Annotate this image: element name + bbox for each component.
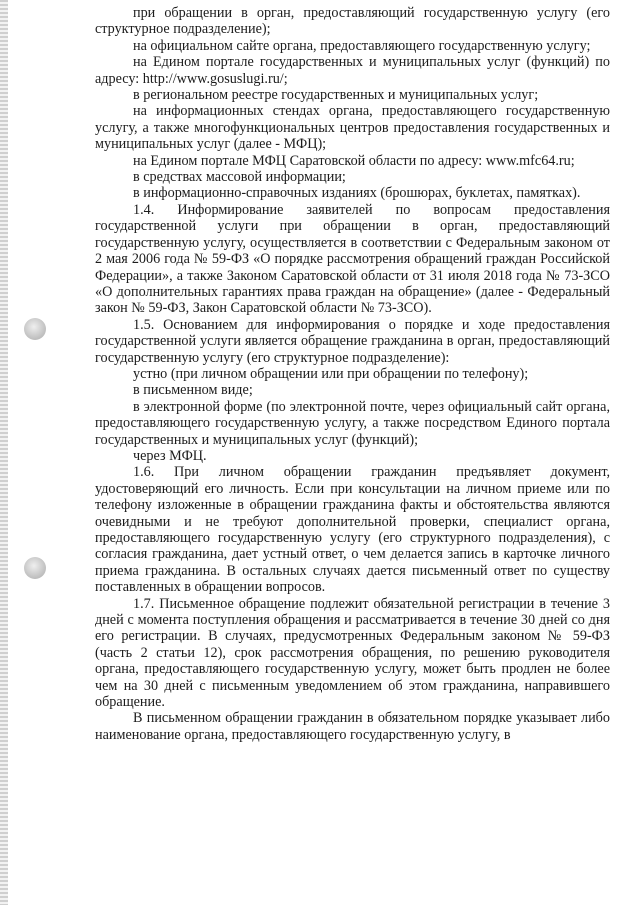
list-item-mfc-portal: на Едином портале МФЦ Саратовской области по адресу: www.mfc64.ru; <box>133 152 575 169</box>
list-item-mass-media: в средствах массовой информации; <box>133 169 346 186</box>
list-item-official-site: на официальном сайте органа, предоставляющего государственную услугу; <box>133 37 591 54</box>
list-item-gosuslugi-portal: на Едином портале государственных и муниципальных услуг (функций) по адресу: http://www.gosuslugi.ru/; <box>95 54 610 87</box>
paragraph-written-request: В письменном обращении гражданин в обязательном порядке указывает либо наименование органа, предоставляющего государственную услугу, в <box>95 710 610 743</box>
list-item-in-office: при обращении в орган, предоставляющий государственную услугу (его структурное подразделение); <box>95 5 610 38</box>
section-1-7: 1.7. Письменное обращение подлежит обязательной регистрации в течение 3 дней с момента поступления обращения и рассматривается в течение 30 дней со дня его регистрации. В случаях, предусмотренных Федеральным законом № 59-ФЗ (часть 2 статьи 12), срок рассмотрения обращения, по решению руководителя органа, предоставляющего государственную услугу, может быть продлен не более чем на 30 дней с письменным уведомлением об этом гражданина, направившего обращение. <box>95 595 610 711</box>
section-1-4: 1.4. Информирование заявителей по вопросам предоставления государственной услуги при обращении в орган, предоставляющий государственную услугу, осуществляется в соответствии с Федеральным законом от 2 мая 2006 года № 59-ФЗ «О порядке рассмотрения обращений граждан Российской Федерации», а также Законом Саратовской области от 31 июля 2018 года № 73-ЗСО «О дополнительных гарантиях права граждан на обращение» (далее - Федеральный закон № 59-ФЗ, Закон Саратовской области № 73-ЗСО). <box>95 201 610 317</box>
list-item-regional-registry: в региональном реестре государственных и муниципальных услуг; <box>133 87 539 104</box>
list-item-publications: в информационно-справочных изданиях (брошюрах, буклетах, памятках). <box>133 185 581 202</box>
list-item-electronic: в электронной форме (по электронной почте, через официальный сайт органа, предоставляющего государственную услугу, а также посредством Единого портала государственных и муниципальных услуг (функций); <box>95 398 610 448</box>
list-item-orally: устно (при личном обращении или при обращении по телефону); <box>133 365 529 382</box>
list-item-in-writing: в письменном виде; <box>133 382 253 399</box>
document-page <box>95 5 610 743</box>
punch-hole <box>24 318 46 340</box>
list-item-info-stands: на информационных стендах органа, предоставляющего государственную услугу, а также многофункциональных центров предоставления государственных и муниципальных услуг (далее - МФЦ); <box>95 103 610 153</box>
section-1-6: 1.6. При личном обращении гражданин предъявляет документ, удостоверяющий его личность. Если при консультации на личном приеме или по телефону изложенные в обращении гражданина факты и обстоятельства являются очевидными и не требуют дополнительной проверки, специалист органа, предоставляющего государственную услугу (его структурного подразделения), с согласия гражданина, дает устный ответ, о чем делается запись в карточке личного приема гражданина. В остальных случаях дается письменный ответ по существу поставленных в обращении вопросов. <box>95 464 610 596</box>
list-item-via-mfc: через МФЦ. <box>133 447 207 464</box>
section-1-5: 1.5. Основанием для информирования о порядке и ходе предоставления государственной услуги является обращение гражданина в орган, предоставляющий государственную услугу (его структурное подразделение): <box>95 316 610 366</box>
punch-hole <box>24 557 46 579</box>
scan-edge <box>0 0 8 905</box>
